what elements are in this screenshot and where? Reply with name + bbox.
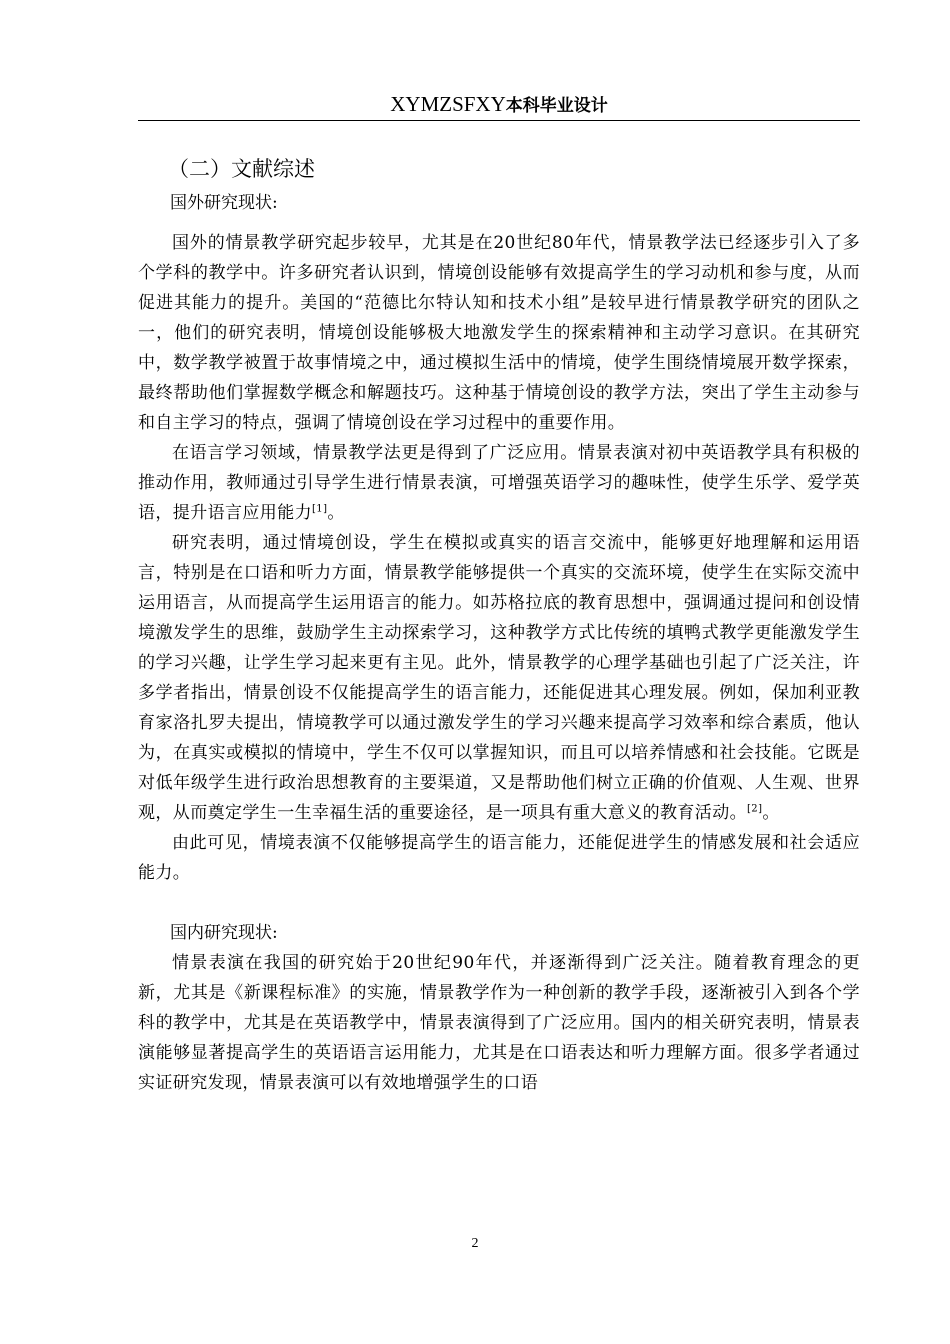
header-title-latin: XYMZSFXY bbox=[390, 92, 506, 116]
paragraph-foreign-2 bbox=[138, 438, 860, 528]
header-title-cjk: 本科毕业设计 bbox=[505, 96, 608, 116]
citation-1: [1] bbox=[312, 503, 328, 515]
paragraph-foreign-3-text: 研究表明，通过情境创设，学生在模拟或真实的语言交流中，能够更好地理解和运用语言，特别是在口语和听力方面，情景教学能够提供一个真实的交流环境，使学生在实际交流中运用语言，从而提高学生运用语言的能力。如苏格拉底的教育思想中，强调通过提问和创设情境激发学生的思维，鼓励学生主动探索学习，这种教学方式比传统的填鸭式教学更能激发学生的学习兴趣，让学生学习起来更有主见。此外，情景教学的心理学基础也引起了广泛关注，许多学者指出，情景创设不仅能提高学生的语言能力，还能促进其心理发展。例如，保加利亚教育家洛扎罗夫提出，情境教学可以通过激发学生的学习兴趣来提高学习效率和综合素质，他认为，在真实或模拟的情境中，学生不仅可以掌握知识，而且可以培养情感和社会技能。它既是对低年级学生进行政治思想教育的主要渠道，又是帮助他们树立正确的价值观、人生观、世界观，从而奠定学生一生幸福生活的重要途径，是一项具有重大意义的教育活动。 bbox=[138, 533, 860, 823]
domestic-research-heading: 国内研究现状: bbox=[170, 923, 278, 943]
paragraph-foreign-conclusion: 由此可见，情境表演不仅能够提高学生的语言能力，还能促进学生的情感发展和社会适应能力。 bbox=[138, 833, 860, 883]
paragraph-foreign-3-end: 。 bbox=[762, 803, 780, 823]
header-rule bbox=[138, 120, 860, 121]
paragraph-foreign-2-text: 在语言学习领域，情景教学法更是得到了广泛应用。情景表演对初中英语教学具有积极的推动作用，教师通过引导学生进行情景表演，可增强英语学习的趣味性，使学生乐学、爱学英语，提升语言应用能力 bbox=[138, 443, 860, 523]
paragraph-foreign-1: 国外的情景教学研究起步较早，尤其是在20世纪80年代，情景教学法已经逐步引入了多个学科的教学中。许多研究者认识到，情境创设能够有效提高学生的学习动机和参与度，从而促进其能力的提升。美国的“范德比尔特认知和技术小组”是较早进行情景教学研究的团队之一，他们的研究表明，情境创设能够极大地激发学生的探索精神和主动学习意识。在其研究中，数学教学被置于故事情境之中，通过模拟生活中的情境，使学生围绕情境展开数学探索，最终帮助他们掌握数学概念和解题技巧。这种基于情境创设的教学方法，突出了学生主动参与和自主学习的特点，强调了情境创设在学习过程中的重要作用。 bbox=[138, 233, 860, 433]
foreign-research-heading: 国外研究现状: bbox=[170, 193, 278, 213]
paragraph-domestic-1: 情景表演在我国的研究始于20世纪90年代，并逐渐得到广泛关注。随着教育理念的更新，尤其是《新课程标准》的实施，情景教学作为一种创新的教学手段，逐渐被引入到各个学科的教学中，尤其是在英语教学中，情景表演得到了广泛应用。国内的相关研究表明，情景表演能够显著提高学生的英语语言运用能力，尤其是在口语表达和听力理解方面。很多学者通过实证研究发现，情景表演可以有效地增强学生的口语 bbox=[138, 953, 860, 1093]
citation-2: [2] bbox=[747, 803, 763, 815]
page-number: 2 bbox=[471, 1236, 479, 1251]
paragraph-foreign-3 bbox=[138, 528, 860, 828]
paragraph-foreign-2-end: 。 bbox=[327, 503, 345, 523]
blank-line bbox=[138, 888, 860, 918]
section-title: （二）文献综述 bbox=[168, 157, 315, 181]
page-header bbox=[138, 88, 860, 120]
main-content bbox=[138, 150, 860, 1098]
